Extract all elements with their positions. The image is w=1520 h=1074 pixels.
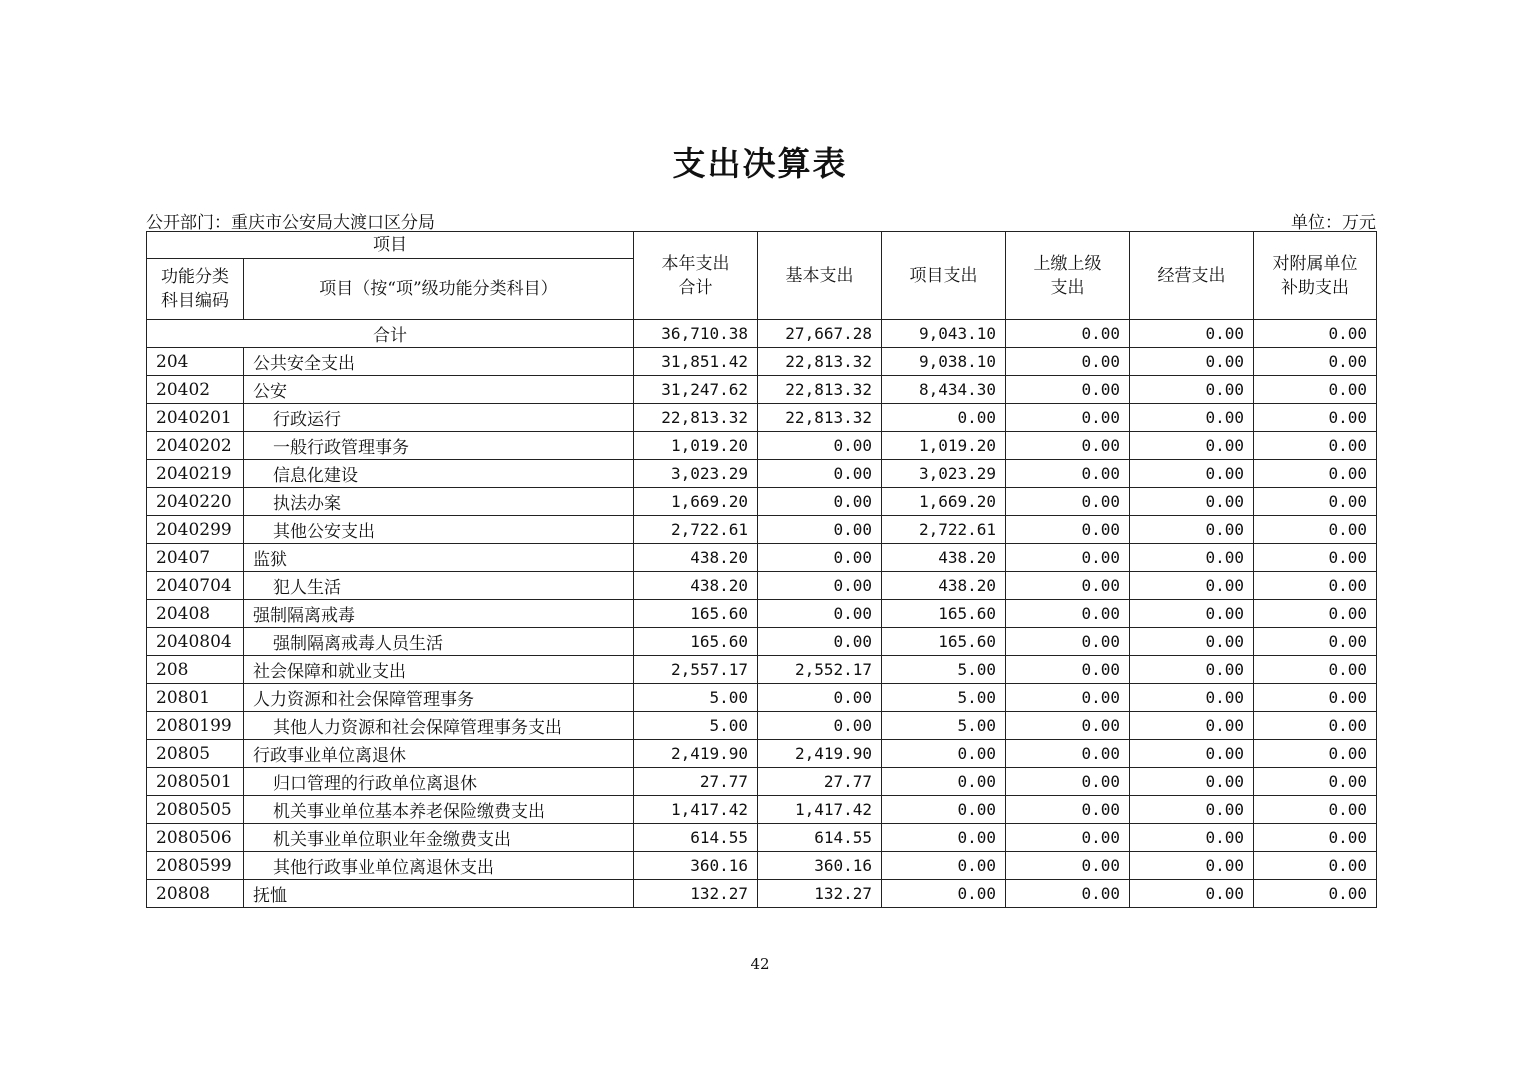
- total-cell: 9,043.10: [882, 320, 1006, 348]
- header-code: [147, 259, 244, 320]
- row-value: 0.00: [758, 544, 882, 572]
- row-code: 20402: [147, 376, 244, 404]
- row-name-cell: [244, 796, 634, 824]
- row-value: 438.20: [882, 544, 1006, 572]
- row-value: 0.00: [1130, 516, 1254, 544]
- row-name: 行政事业单位离退休: [253, 746, 406, 766]
- row-value: 0.00: [1006, 376, 1130, 404]
- row-code: 2040804: [147, 628, 244, 656]
- row-value: 0.00: [1130, 460, 1254, 488]
- row-value: 0.00: [1006, 432, 1130, 460]
- row-code: 2080506: [147, 824, 244, 852]
- row-value: 0.00: [1254, 460, 1377, 488]
- expenditure-table: [146, 231, 1377, 908]
- row-value: 2,552.17: [758, 656, 882, 684]
- row-name: 一般行政管理事务: [273, 438, 409, 458]
- row-name: 归口管理的行政单位离退休: [273, 774, 477, 794]
- header-subsidy-line1: 对附属单位: [1272, 253, 1358, 274]
- row-name: 强制隔离戒毒: [253, 606, 355, 626]
- row-value: 0.00: [882, 768, 1006, 796]
- total-cell: 0.00: [1130, 320, 1254, 348]
- table-row: [147, 656, 1377, 684]
- row-code: 2040219: [147, 460, 244, 488]
- total-cell: 0.00: [1254, 320, 1377, 348]
- row-name-cell: [244, 824, 634, 852]
- row-value: 0.00: [1254, 376, 1377, 404]
- table-row: [147, 376, 1377, 404]
- row-value: 165.60: [634, 628, 758, 656]
- row-value: 0.00: [1254, 600, 1377, 628]
- row-value: 0.00: [758, 516, 882, 544]
- table-row: [147, 600, 1377, 628]
- row-name: 执法办案: [273, 494, 341, 514]
- row-value: 0.00: [1130, 880, 1254, 908]
- row-value: 0.00: [1006, 572, 1130, 600]
- row-name-cell: [244, 740, 634, 768]
- row-value: 3,023.29: [882, 460, 1006, 488]
- row-name-cell: [244, 768, 634, 796]
- row-value: 132.27: [634, 880, 758, 908]
- table-row: [147, 404, 1377, 432]
- row-value: 31,247.62: [634, 376, 758, 404]
- row-value: 5.00: [882, 656, 1006, 684]
- row-value: 0.00: [1254, 852, 1377, 880]
- row-value: 360.16: [634, 852, 758, 880]
- row-value: 360.16: [758, 852, 882, 880]
- header-upper-line2: 支出: [1050, 277, 1085, 298]
- row-name: 犯人生活: [273, 578, 341, 598]
- row-code: 2040201: [147, 404, 244, 432]
- row-name: 机关事业单位基本养老保险缴费支出: [273, 802, 545, 822]
- header-subsidy-line2: 补助支出: [1281, 277, 1349, 298]
- row-value: 132.27: [758, 880, 882, 908]
- total-cell: 0.00: [1006, 320, 1130, 348]
- row-name-cell: [244, 684, 634, 712]
- total-row: [147, 320, 1377, 348]
- row-value: 0.00: [1254, 544, 1377, 572]
- row-value: 2,722.61: [882, 516, 1006, 544]
- total-cell: 27,667.28: [758, 320, 882, 348]
- row-value: 8,434.30: [882, 376, 1006, 404]
- row-value: 0.00: [1006, 488, 1130, 516]
- row-value: 0.00: [758, 432, 882, 460]
- row-value: 22,813.32: [634, 404, 758, 432]
- row-value: 0.00: [1006, 404, 1130, 432]
- row-value: 0.00: [758, 488, 882, 516]
- row-value: 0.00: [1006, 544, 1130, 572]
- row-value: 0.00: [882, 404, 1006, 432]
- row-value: 1,019.20: [634, 432, 758, 460]
- row-value: 0.00: [1130, 376, 1254, 404]
- row-value: 0.00: [1130, 572, 1254, 600]
- row-value: 0.00: [1006, 796, 1130, 824]
- row-name: 机关事业单位职业年金缴费支出: [273, 830, 511, 850]
- row-name: 其他行政事业单位离退休支出: [273, 858, 494, 878]
- table-body: [147, 320, 1377, 908]
- row-value: 0.00: [1254, 880, 1377, 908]
- row-value: 27.77: [758, 768, 882, 796]
- row-name: 公共安全支出: [253, 354, 355, 374]
- row-name-cell: [244, 488, 634, 516]
- table-row: [147, 432, 1377, 460]
- table-row: [147, 852, 1377, 880]
- table-row: [147, 712, 1377, 740]
- row-name: 其他人力资源和社会保障管理事务支出: [273, 718, 562, 738]
- row-name-cell: [244, 460, 634, 488]
- row-value: 0.00: [1130, 628, 1254, 656]
- row-code: 2080599: [147, 852, 244, 880]
- row-name-cell: [244, 432, 634, 460]
- row-value: 0.00: [1130, 684, 1254, 712]
- row-value: 5.00: [882, 712, 1006, 740]
- row-value: 0.00: [1006, 684, 1130, 712]
- row-value: 9,038.10: [882, 348, 1006, 376]
- table-row: [147, 768, 1377, 796]
- row-value: 0.00: [1130, 600, 1254, 628]
- table-row: [147, 460, 1377, 488]
- row-value: 0.00: [1130, 768, 1254, 796]
- header-upper: [1006, 232, 1130, 320]
- row-value: 0.00: [1130, 852, 1254, 880]
- row-value: 0.00: [882, 740, 1006, 768]
- header-code-line1: 功能分类: [161, 267, 229, 287]
- header-basic: 基本支出: [758, 232, 882, 320]
- row-value: 0.00: [1254, 740, 1377, 768]
- header-business: 经营支出: [1130, 232, 1254, 320]
- header-total-line1: 本年支出: [661, 253, 730, 274]
- table-row: [147, 684, 1377, 712]
- row-code: 2040299: [147, 516, 244, 544]
- row-name-cell: [244, 404, 634, 432]
- table-row: [147, 740, 1377, 768]
- row-value: 0.00: [882, 796, 1006, 824]
- row-value: 1,669.20: [634, 488, 758, 516]
- row-value: 0.00: [1130, 796, 1254, 824]
- row-code: 2040220: [147, 488, 244, 516]
- row-value: 2,557.17: [634, 656, 758, 684]
- row-value: 31,851.42: [634, 348, 758, 376]
- row-code: 20801: [147, 684, 244, 712]
- row-name-cell: [244, 712, 634, 740]
- table-header: [147, 232, 1377, 320]
- table-row: [147, 824, 1377, 852]
- row-value: 0.00: [1130, 740, 1254, 768]
- row-name: 监狱: [253, 550, 287, 570]
- header-subsidy: [1254, 232, 1377, 320]
- row-value: 0.00: [1006, 768, 1130, 796]
- row-value: 0.00: [1254, 628, 1377, 656]
- row-value: 0.00: [758, 600, 882, 628]
- header-total: [634, 232, 758, 320]
- row-value: 165.60: [882, 628, 1006, 656]
- table-meta: [146, 208, 1376, 232]
- row-name: 其他公安支出: [273, 522, 375, 542]
- header-project: 项目支出: [882, 232, 1006, 320]
- total-label: 合计: [147, 320, 634, 348]
- table-row: [147, 572, 1377, 600]
- row-code: 2080199: [147, 712, 244, 740]
- row-value: 0.00: [1254, 432, 1377, 460]
- row-value: 0.00: [1006, 880, 1130, 908]
- row-name-cell: [244, 628, 634, 656]
- row-name-cell: [244, 852, 634, 880]
- row-name-cell: [244, 516, 634, 544]
- row-value: 0.00: [882, 880, 1006, 908]
- row-value: 165.60: [634, 600, 758, 628]
- row-value: 5.00: [634, 712, 758, 740]
- row-value: 3,023.29: [634, 460, 758, 488]
- table-row: [147, 544, 1377, 572]
- row-value: 27.77: [634, 768, 758, 796]
- row-name: 社会保障和就业支出: [253, 662, 406, 682]
- header-total-line2: 合计: [678, 277, 713, 298]
- row-value: 0.00: [1006, 824, 1130, 852]
- row-code: 2040202: [147, 432, 244, 460]
- row-name-cell: [244, 348, 634, 376]
- row-value: 614.55: [758, 824, 882, 852]
- row-value: 0.00: [882, 852, 1006, 880]
- row-value: 1,417.42: [758, 796, 882, 824]
- table-row: [147, 880, 1377, 908]
- row-value: 5.00: [882, 684, 1006, 712]
- row-value: 0.00: [1130, 348, 1254, 376]
- unit-label: 单位：万元: [1291, 213, 1376, 233]
- row-value: 0.00: [1130, 432, 1254, 460]
- row-name: 行政运行: [273, 410, 341, 430]
- row-value: 165.60: [882, 600, 1006, 628]
- row-name: 信息化建设: [273, 466, 358, 486]
- row-name: 人力资源和社会保障管理事务: [253, 690, 474, 710]
- row-name: 强制隔离戒毒人员生活: [273, 634, 443, 654]
- table-row: [147, 516, 1377, 544]
- row-value: 0.00: [758, 712, 882, 740]
- row-name: 抚恤: [253, 886, 287, 906]
- row-code: 20808: [147, 880, 244, 908]
- row-value: 0.00: [758, 460, 882, 488]
- row-name-cell: [244, 600, 634, 628]
- header-upper-line1: 上缴上级: [1033, 253, 1102, 274]
- row-value: 0.00: [758, 572, 882, 600]
- row-code: 2040704: [147, 572, 244, 600]
- page-title: 支出决算表: [672, 144, 848, 183]
- row-code: 20408: [147, 600, 244, 628]
- row-code: 208: [147, 656, 244, 684]
- row-value: 1,417.42: [634, 796, 758, 824]
- header-item-group: 项目: [147, 232, 634, 259]
- row-code: 20805: [147, 740, 244, 768]
- row-value: 1,669.20: [882, 488, 1006, 516]
- row-value: 0.00: [1130, 488, 1254, 516]
- table-row: [147, 348, 1377, 376]
- row-code: 2080505: [147, 796, 244, 824]
- total-cell: 36,710.38: [634, 320, 758, 348]
- row-value: 0.00: [1254, 712, 1377, 740]
- row-value: 0.00: [1254, 824, 1377, 852]
- row-value: 0.00: [1254, 572, 1377, 600]
- row-value: 22,813.32: [758, 348, 882, 376]
- page-number: 42: [750, 955, 770, 973]
- row-value: 0.00: [1254, 516, 1377, 544]
- department-label: 公开部门：重庆市公安局大渡口区分局: [146, 213, 435, 233]
- row-value: 0.00: [1254, 796, 1377, 824]
- row-name-cell: [244, 572, 634, 600]
- table-row: [147, 796, 1377, 824]
- row-value: 22,813.32: [758, 376, 882, 404]
- row-value: 0.00: [1006, 460, 1130, 488]
- row-value: 0.00: [1006, 740, 1130, 768]
- row-name-cell: [244, 880, 634, 908]
- row-value: 0.00: [1006, 656, 1130, 684]
- row-value: 2,419.90: [634, 740, 758, 768]
- row-value: 1,019.20: [882, 432, 1006, 460]
- header-code-line2: 科目编码: [161, 291, 229, 311]
- row-value: 0.00: [1254, 768, 1377, 796]
- row-value: 0.00: [1006, 712, 1130, 740]
- row-value: 2,722.61: [634, 516, 758, 544]
- row-value: 438.20: [882, 572, 1006, 600]
- row-value: 0.00: [1130, 824, 1254, 852]
- row-value: 0.00: [1254, 488, 1377, 516]
- row-name-cell: [244, 376, 634, 404]
- row-value: 0.00: [1254, 348, 1377, 376]
- row-value: 0.00: [758, 628, 882, 656]
- row-name: 公安: [253, 382, 287, 402]
- row-value: 614.55: [634, 824, 758, 852]
- row-name-cell: [244, 544, 634, 572]
- row-value: 438.20: [634, 544, 758, 572]
- row-value: 0.00: [758, 684, 882, 712]
- row-value: 0.00: [1006, 628, 1130, 656]
- table-row: [147, 488, 1377, 516]
- row-value: 0.00: [1254, 404, 1377, 432]
- row-code: 2080501: [147, 768, 244, 796]
- row-code: 204: [147, 348, 244, 376]
- row-value: 0.00: [882, 824, 1006, 852]
- row-value: 0.00: [1006, 516, 1130, 544]
- row-name-cell: [244, 656, 634, 684]
- row-value: 5.00: [634, 684, 758, 712]
- row-value: 438.20: [634, 572, 758, 600]
- row-value: 0.00: [1254, 684, 1377, 712]
- row-value: 0.00: [1130, 656, 1254, 684]
- header-name: 项目（按“项”级功能分类科目）: [244, 259, 634, 320]
- row-code: 20407: [147, 544, 244, 572]
- table-row: [147, 628, 1377, 656]
- row-value: 0.00: [1006, 600, 1130, 628]
- row-value: 0.00: [1254, 656, 1377, 684]
- row-value: 22,813.32: [758, 404, 882, 432]
- row-value: 0.00: [1130, 544, 1254, 572]
- row-value: 0.00: [1130, 712, 1254, 740]
- row-value: 0.00: [1006, 852, 1130, 880]
- row-value: 2,419.90: [758, 740, 882, 768]
- row-value: 0.00: [1130, 404, 1254, 432]
- row-value: 0.00: [1006, 348, 1130, 376]
